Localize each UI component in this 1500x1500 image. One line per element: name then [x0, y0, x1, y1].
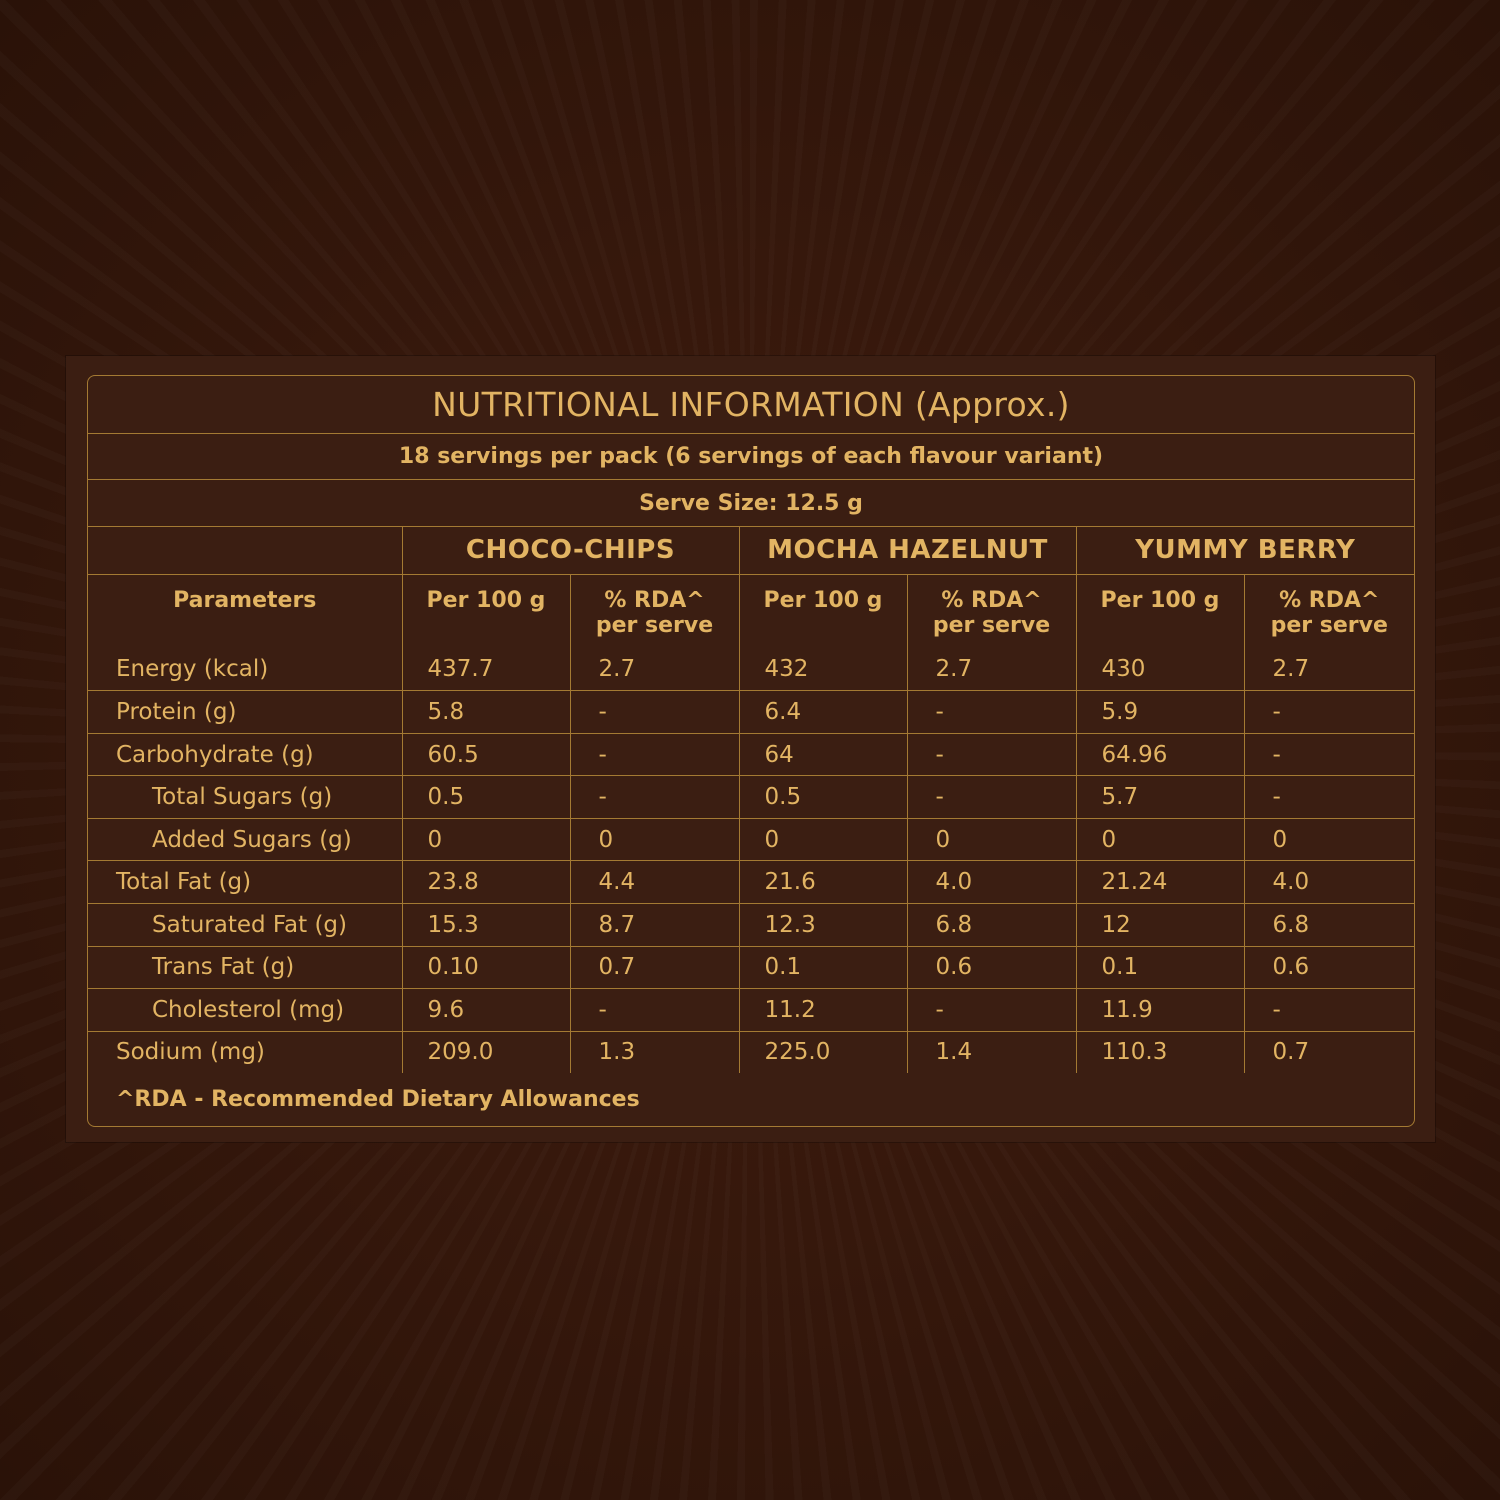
- rda-value: -: [570, 776, 739, 819]
- per-100g-value: 21.24: [1076, 861, 1244, 904]
- rda-value: -: [570, 989, 739, 1032]
- rda-value: 0: [570, 818, 739, 861]
- rda-value: -: [570, 733, 739, 776]
- per-100g-value: 23.8: [402, 861, 570, 904]
- column-header-per-100g: Per 100 g: [402, 574, 570, 649]
- nutrition-panel: [66, 356, 1435, 1142]
- per-100g-value: 6.4: [739, 691, 907, 734]
- nutrient-row: [88, 861, 1414, 904]
- nutrient-name: Added Sugars (g): [88, 818, 402, 861]
- flavour-header-yummy-berry: YUMMY BERRY: [1076, 526, 1414, 574]
- nutrient-name: Trans Fat (g): [88, 946, 402, 989]
- column-header-rda: [1244, 574, 1414, 649]
- rda-value: 4.4: [570, 861, 739, 904]
- rda-value: 4.0: [907, 861, 1076, 904]
- per-100g-value: 15.3: [402, 903, 570, 946]
- column-header-parameters: Parameters: [88, 574, 402, 649]
- per-100g-value: 12.3: [739, 903, 907, 946]
- nutrient-name: Cholesterol (mg): [88, 989, 402, 1032]
- nutrient-name: Saturated Fat (g): [88, 903, 402, 946]
- rda-value: -: [1244, 733, 1414, 776]
- per-100g-value: 0.5: [402, 776, 570, 819]
- rda-value: -: [907, 691, 1076, 734]
- rda-value: 8.7: [570, 903, 739, 946]
- per-100g-value: 60.5: [402, 733, 570, 776]
- column-header-per-100g: Per 100 g: [739, 574, 907, 649]
- nutrient-row: [88, 903, 1414, 946]
- nutrient-row: [88, 1031, 1414, 1073]
- per-100g-value: 209.0: [402, 1031, 570, 1073]
- column-header-per-100g: Per 100 g: [1076, 574, 1244, 649]
- nutrition-table-frame: [87, 375, 1415, 1127]
- per-serve-label: per serve: [1270, 612, 1388, 638]
- rda-value: -: [907, 989, 1076, 1032]
- blank-header-cell: [88, 526, 402, 574]
- per-100g-value: 110.3: [1076, 1031, 1244, 1073]
- rda-value: 6.8: [1244, 903, 1414, 946]
- per-100g-value: 0.1: [1076, 946, 1244, 989]
- rda-value: -: [570, 691, 739, 734]
- flavour-header-mocha-hazelnut: MOCHA HAZELNUT: [739, 526, 1076, 574]
- per-100g-value: 5.9: [1076, 691, 1244, 734]
- rda-value: 1.4: [907, 1031, 1076, 1073]
- rda-footnote: ^RDA - Recommended Dietary Allowances: [116, 1087, 640, 1113]
- nutrient-name: Energy (kcal): [88, 649, 402, 691]
- nutrient-name: Total Fat (g): [88, 861, 402, 904]
- rda-value: 6.8: [907, 903, 1076, 946]
- per-100g-value: 64.96: [1076, 733, 1244, 776]
- column-header-rda: [570, 574, 739, 649]
- per-100g-value: 11.9: [1076, 989, 1244, 1032]
- per-serve-label: per serve: [595, 612, 714, 638]
- servings-per-pack: 18 servings per pack (6 servings of each flavour variant): [88, 433, 1414, 480]
- rda-value: 0: [1244, 818, 1414, 861]
- rda-label: % RDA^: [941, 587, 1042, 613]
- rda-value: 2.7: [1244, 649, 1414, 691]
- nutrient-name: Carbohydrate (g): [88, 733, 402, 776]
- column-header-rda: [907, 574, 1076, 649]
- rda-value: 2.7: [570, 649, 739, 691]
- nutrient-name: Sodium (mg): [88, 1031, 402, 1073]
- nutrient-rows: [88, 649, 1414, 1074]
- per-100g-value: 0.10: [402, 946, 570, 989]
- per-100g-value: 432: [739, 649, 907, 691]
- per-100g-value: 430: [1076, 649, 1244, 691]
- nutrient-row: [88, 776, 1414, 819]
- rda-value: 0.7: [1244, 1031, 1414, 1073]
- rda-value: 0.6: [1244, 946, 1414, 989]
- rda-value: 4.0: [1244, 861, 1414, 904]
- rda-value: 1.3: [570, 1031, 739, 1073]
- nutrition-table: [88, 376, 1414, 1126]
- per-100g-value: 9.6: [402, 989, 570, 1032]
- nutrient-row: [88, 649, 1414, 691]
- per-100g-value: 437.7: [402, 649, 570, 691]
- nutrient-row: [88, 946, 1414, 989]
- per-100g-value: 64: [739, 733, 907, 776]
- serve-size: Serve Size: 12.5 g: [88, 480, 1414, 527]
- per-100g-value: 21.6: [739, 861, 907, 904]
- rda-value: -: [1244, 691, 1414, 734]
- table-title: NUTRITIONAL INFORMATION (Approx.): [88, 376, 1414, 433]
- flavour-header-choco-chips: CHOCO-CHIPS: [402, 526, 739, 574]
- rda-value: 0.6: [907, 946, 1076, 989]
- nutrient-row: [88, 733, 1414, 776]
- per-100g-value: 0: [739, 818, 907, 861]
- nutrient-row: [88, 989, 1414, 1032]
- per-100g-value: 5.8: [402, 691, 570, 734]
- rda-value: 0.7: [570, 946, 739, 989]
- per-100g-value: 5.7: [1076, 776, 1244, 819]
- per-100g-value: 11.2: [739, 989, 907, 1032]
- rda-value: 2.7: [907, 649, 1076, 691]
- per-100g-value: 0.1: [739, 946, 907, 989]
- rda-value: -: [907, 776, 1076, 819]
- per-100g-value: 12: [1076, 903, 1244, 946]
- per-100g-value: 0: [402, 818, 570, 861]
- rda-value: 0: [907, 818, 1076, 861]
- nutrient-name: Protein (g): [88, 691, 402, 734]
- per-serve-label: per serve: [932, 612, 1051, 638]
- per-100g-value: 225.0: [739, 1031, 907, 1073]
- nutrient-row: [88, 818, 1414, 861]
- rda-label: % RDA^: [1279, 587, 1380, 613]
- rda-value: -: [1244, 776, 1414, 819]
- nutrient-row: [88, 691, 1414, 734]
- rda-label: % RDA^: [604, 587, 705, 613]
- nutrient-name: Total Sugars (g): [88, 776, 402, 819]
- per-100g-value: 0.5: [739, 776, 907, 819]
- rda-value: -: [1244, 989, 1414, 1032]
- per-100g-value: 0: [1076, 818, 1244, 861]
- rda-value: -: [907, 733, 1076, 776]
